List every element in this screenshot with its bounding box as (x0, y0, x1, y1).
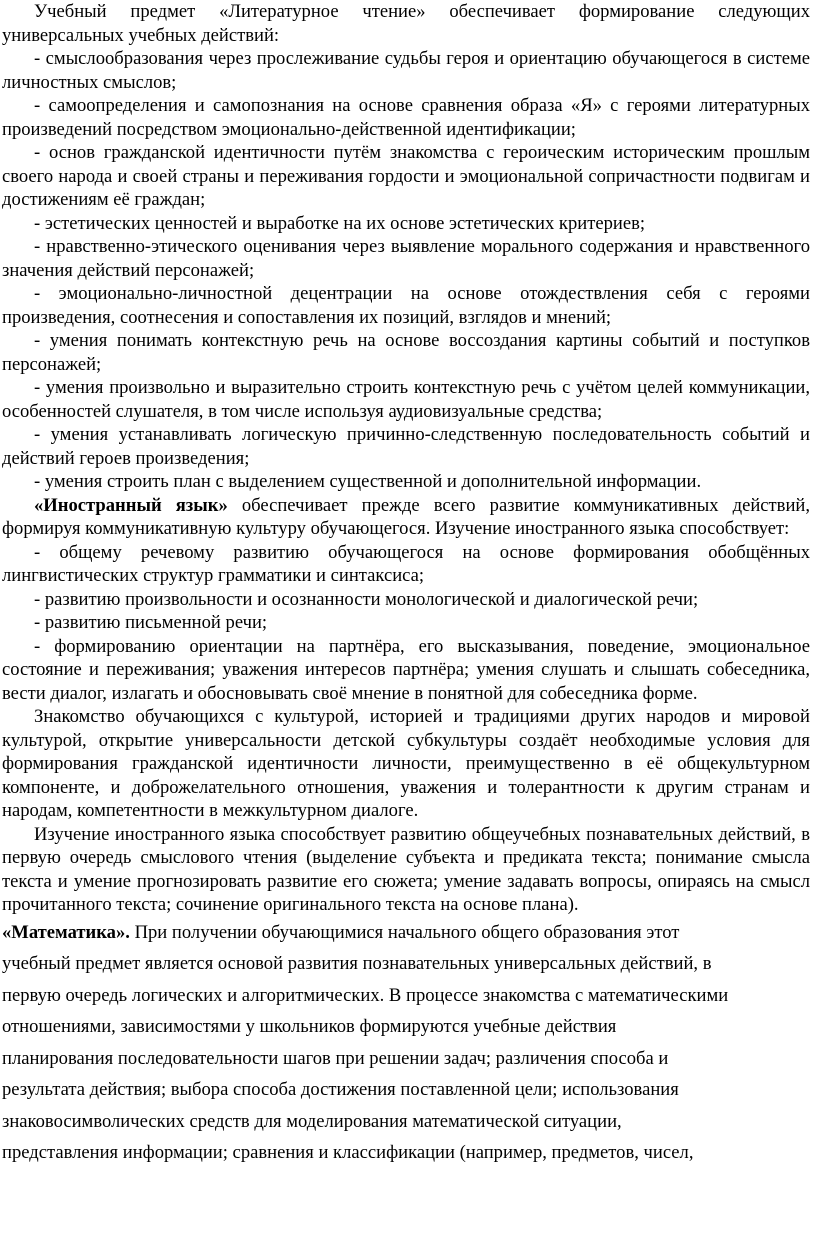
math-line-1: «Математика». При получении обучающимися начального общего образования этот (2, 921, 680, 943)
foreign-item-2: - развитию произвольности и осознанности монологической и диалогической речи; (34, 588, 699, 610)
foreign-item-3: - развитию письменной речи; (34, 612, 268, 633)
foreign-language-intro-text: обеспечивает прежде всего развитие коммуникативных действий, формируя коммуникативную культуру обучающегося. Изучение иностранного языка способствует: (2, 494, 810, 539)
math-section (2, 917, 810, 1169)
math-line-7: знаковосимволических средств для моделирования математической ситуации, (2, 1110, 622, 1132)
foreign-item-1: - общему речевому развитию обучающегося на основе формирования обобщённых лингвистических структур грамматики и синтаксиса; (2, 541, 810, 586)
literature-item-4: - эстетических ценностей и выработке на их основе эстетических критериев; (34, 212, 646, 234)
literature-item-8: - умения произвольно и выразительно строить контекстную речь с учётом целей коммуникации, особенностей слушателя, в том числе используя аудиовизуальные средства; (2, 377, 810, 422)
math-line-4: отношениями, зависимостями у школьников формируются учебные действия (2, 1016, 617, 1037)
math-line-3: первую очередь логических и алгоритмических. В процессе знакомства с математическими (2, 984, 729, 1006)
literature-item-2: - самоопределения и самопознания на основе сравнения образа «Я» с героями литературных произведений посредством эмоционально-действенной идентификации; (2, 95, 810, 140)
literature-item-9: - умения устанавливать логическую причинно-следственную последовательность событий и действий героев произведения; (2, 424, 810, 469)
foreign-language-title: «Иностранный язык» (34, 494, 228, 516)
literature-item-7: - умения понимать контекстную речь на основе воссоздания картины событий и поступков персонажей; (2, 330, 810, 375)
literature-item-6: - эмоционально-личностной децентрации на основе отождествления себя с героями произведения, соотнесения и сопоставления их позиций, взглядов и мнений; (2, 283, 810, 328)
literature-item-1: - смыслообразования через прослеживание судьбы героя и ориентацию обучающегося в системе личностных смыслов; (2, 48, 810, 93)
literature-item-10: - умения строить план с выделением существенной и дополнительной информации. (34, 471, 702, 492)
math-title: «Математика». (2, 921, 130, 943)
math-line-2: учебный предмет является основой развития познавательных универсальных действий, в (2, 953, 712, 974)
foreign-paragraph-reading: Изучение иностранного языка способствует развитию общеучебных познавательных действий, в первую очередь смыслового чтения (выделение субъекта и предиката текста; понимание смысла текста и умение прогнозировать развитие его сюжета; умение задавать вопросы, опираясь на смысл прочитанного текста; сочинение оригинального текста на основе плана). (2, 823, 810, 915)
foreign-paragraph-culture: Знакомство обучающихся с культурой, историей и традициями других народов и мировой культурой, открытие универсальности детской субкультуры создаёт необходимые условия для формирования гражданской идентичности личности, преимущественно в её общекультурном компоненте, и доброжелательного отношения, уважения и толерантности к другим странам и народам, компетентности в межкультурном диалоге. (2, 706, 810, 821)
math-line-5: планирования последовательности шагов при решении задач; различения способа и (2, 1047, 669, 1069)
foreign-language-intro (2, 494, 810, 541)
literature-item-3: - основ гражданской идентичности путём знакомства с героическим историческим прошлым своего народа и своей страны и переживания гордости и эмоциональной сопричастности подвигам и достижениям её граждан; (2, 142, 810, 210)
math-line-6: результата действия; выбора способа достижения поставленной цели; использования (2, 1079, 679, 1100)
math-line-8: представления информации; сравнения и классификации (например, предметов, чисел, (2, 1142, 694, 1163)
literature-intro: Учебный предмет «Литературное чтение» обеспечивает формирование следующих универсальных учебных действий: (2, 1, 810, 46)
literature-item-5: - нравственно-этического оценивания через выявление морального содержания и нравственного значения действий персонажей; (2, 236, 810, 281)
foreign-item-4: - формированию ориентации на партнёра, его высказывания, поведение, эмоциональное состояние и переживания; уважения интересов партнёра; умения слушать и слышать собеседника, вести диалог, излагать и обосновывать своё мнение в понятной для собеседника форме. (2, 635, 810, 704)
